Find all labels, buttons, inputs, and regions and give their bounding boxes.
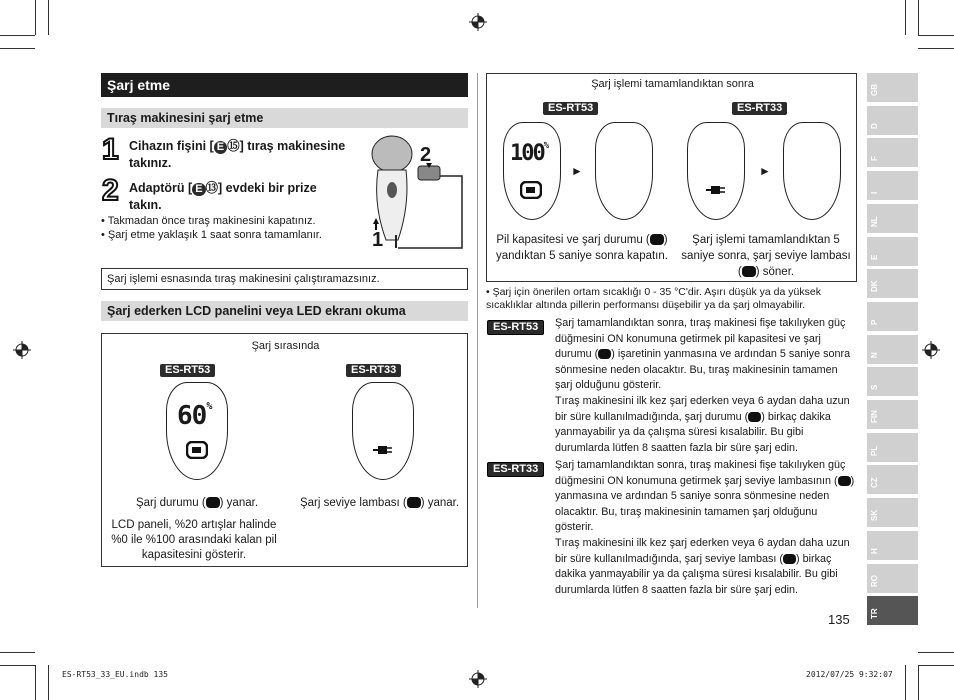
charge-status-icon [748, 412, 761, 422]
language-tab[interactable] [867, 204, 918, 233]
lcd-percent-value: 100 [510, 141, 544, 166]
plug-icon [742, 266, 756, 277]
page-number: 135 [828, 612, 850, 627]
registration-mark-icon [469, 13, 487, 31]
rt33-note: Şarj tamamlandıktan sonra, tıraş makinesi fişe takılıyken güç düğmesini ON konumuna getirmek şarj seviye lambasının ( ) yanmasına ve ardından 5 saniye sonra sönmesine neden olacaktır. Bu, tıraş makinesinin tamamen şarj olduğunu gösterir. Tıraş makinesini ilk kez şarj ederken veya 6 aydan daha uzun bir süre kullanılmadığında, şarj seviye lambası ( ) birkaç dakika yanmayabilir ya da çalışma süresi kısalabilir. Bu gibi durumlarda lütfen 8 saatten fazla bir süre şarj edin. [555, 459, 855, 596]
language-tab-label: F [870, 156, 879, 162]
panel-title: Şarj işlemi tamamlandıktan sonra [591, 78, 754, 90]
arrow-icon: ► [571, 164, 583, 178]
figure-label-2: 2 [420, 144, 432, 166]
warning-note: Şarj işlemi esnasında tıraş makinesini çalıştıramazsınız. [101, 268, 468, 290]
step-1-text: Cihazın fişini [ E ⑮] tıraş makinesine takınız. [129, 139, 346, 170]
arrow-icon: ► [759, 164, 771, 178]
lcd-percent-value: 60 [177, 401, 207, 431]
registration-mark-icon [13, 341, 31, 359]
language-tab-label: P [870, 319, 879, 325]
step-1-number: 1 [102, 133, 119, 166]
language-tab-label: H [870, 548, 879, 554]
step-2-text: Adaptörü [ E ⑬] evdeki bir prize takın. [129, 181, 317, 212]
footer-file: ES-RT53_33_EU.indb 135 [62, 670, 168, 679]
note-badge-rt53: ES-RT53 [487, 317, 544, 335]
charge-status-icon [598, 349, 611, 359]
model-badge-rt33: ES-RT33 [732, 98, 787, 116]
led-caption: Şarj seviye lambası ( ) yanar. [299, 497, 460, 509]
language-tab[interactable] [867, 367, 918, 396]
language-tab[interactable] [867, 269, 918, 298]
language-tab-label: TR [870, 608, 879, 620]
temperature-note: • Şarj için önerilen ortam sıcaklığı 0 - 35 °C'dir. Aşırı düşük ya da yüksek sıcaklıklar altında pillerin performansı düşebilir ya da şarj olmayabilir. [486, 286, 821, 311]
registration-mark-icon [922, 341, 940, 359]
charge-status-icon [186, 441, 208, 459]
lcd-complete-caption: Pil kapasitesi ve şarj durumu ( ) yandıktan 5 saniye sonra kapatın. [496, 234, 668, 262]
model-badge-rt53: ES-RT53 [543, 98, 598, 116]
bullet-item: • Şarj etme yaklaşık 1 saat sonra tamamlanır. [101, 229, 322, 241]
charging-bullets [101, 214, 361, 242]
charge-status-icon [650, 234, 664, 245]
footer-datetime: 2012/07/25 9:32:07 [806, 670, 893, 679]
language-tab-label: D [870, 122, 879, 129]
language-tab[interactable] [867, 73, 918, 102]
lcd-display-full: 100% [503, 122, 561, 220]
led-display-on [687, 122, 745, 220]
language-tab-label: PL [870, 445, 879, 456]
language-tab-label: GB [870, 84, 879, 96]
complete-display-panel [486, 73, 857, 282]
charge-status-icon [520, 181, 542, 199]
language-tab-label: DK [870, 280, 879, 293]
language-tab[interactable] [867, 400, 918, 429]
language-tab-label: I [870, 191, 879, 195]
language-tab[interactable] [867, 498, 918, 527]
language-tab-label: S [870, 384, 879, 391]
lcd-display-off [595, 122, 653, 220]
ref-e-icon: E [192, 183, 205, 196]
charging-display-panel [101, 333, 468, 567]
ref-e-icon: E [214, 141, 227, 154]
note-badge-rt33: ES-RT33 [487, 459, 544, 477]
charging-subtitle: Tıraş makinesini şarj etme [101, 108, 468, 128]
lcd-detail: LCD paneli, %20 artışlar halinde %0 ile %100 arasındaki kalan pil kapasitesini gösterir. [111, 519, 277, 561]
language-tab[interactable] [867, 302, 918, 331]
language-tab-label: SK [870, 509, 879, 522]
language-tab[interactable] [867, 465, 918, 494]
language-tab-label: NL [870, 216, 879, 227]
language-tab-label: RO [870, 574, 879, 587]
plug-icon [373, 443, 393, 457]
language-tab[interactable] [867, 138, 918, 167]
plug-icon [838, 476, 851, 486]
plug-icon [706, 183, 726, 197]
model-badge-rt53: ES-RT53 [160, 360, 215, 378]
language-tab[interactable] [867, 237, 918, 266]
language-tab[interactable] [867, 335, 918, 364]
led-complete-caption: Şarj işlemi tamamlandıktan 5 saniye sonra, şarj seviye lambası ( ) söner. [681, 234, 851, 278]
registration-mark-icon [469, 670, 487, 688]
language-tab[interactable] [867, 531, 918, 560]
section-title: Şarj etme [101, 73, 468, 97]
language-tab[interactable] [867, 596, 918, 625]
language-tab[interactable] [867, 564, 918, 593]
language-tab-label: FIN [870, 410, 879, 423]
language-tab[interactable] [867, 106, 918, 135]
figure-label-1: 1 [372, 229, 384, 251]
language-tab-label: N [870, 351, 879, 358]
lcd-caption: Şarj durumu ( ) yanar. [135, 497, 259, 509]
plug-icon [407, 497, 421, 508]
led-display-rt33 [352, 382, 414, 480]
rt53-note: Şarj tamamlandıktan sonra, tıraş makinesi fişe takılıyken güç düğmesini ON konumuna getirmek pil kapasitesi ve şarj durumu ( ) işaretinin yanmasına ve ardından 5 saniye sonra sönmesine neden olacaktır. Bu, tıraş makinesinin tamamen şarj olduğunu gösterir. Tıraş makinesini ilk kez şarj ederken veya 6 aydan daha uzun bir süre kullanılmadığında, şarj durumu ( ) birkaç dakika yanmayabilir ya da çalışma süresi kısalabilir. Bu gibi durumlarda lütfen 8 saatten fazla bir süre şarj edin. [555, 317, 851, 454]
language-tab-label: E [870, 254, 879, 260]
lcd-display-rt53: 60% [166, 382, 228, 480]
plug-icon [783, 554, 796, 564]
step-2-number: 2 [102, 174, 119, 207]
model-badge-rt33: ES-RT33 [346, 360, 401, 378]
bullet-item: • Takmadan önce tıraş makinesini kapatınız. [101, 215, 316, 227]
language-tab[interactable] [867, 433, 918, 462]
reading-subtitle: Şarj ederken LCD panelini veya LED ekranı okuma [101, 301, 468, 321]
language-tab[interactable] [867, 171, 918, 200]
panel-title: Şarj sırasında [251, 340, 320, 352]
language-tab-label: CZ [870, 477, 879, 489]
led-display-off [783, 122, 841, 220]
charge-status-icon [206, 497, 220, 508]
